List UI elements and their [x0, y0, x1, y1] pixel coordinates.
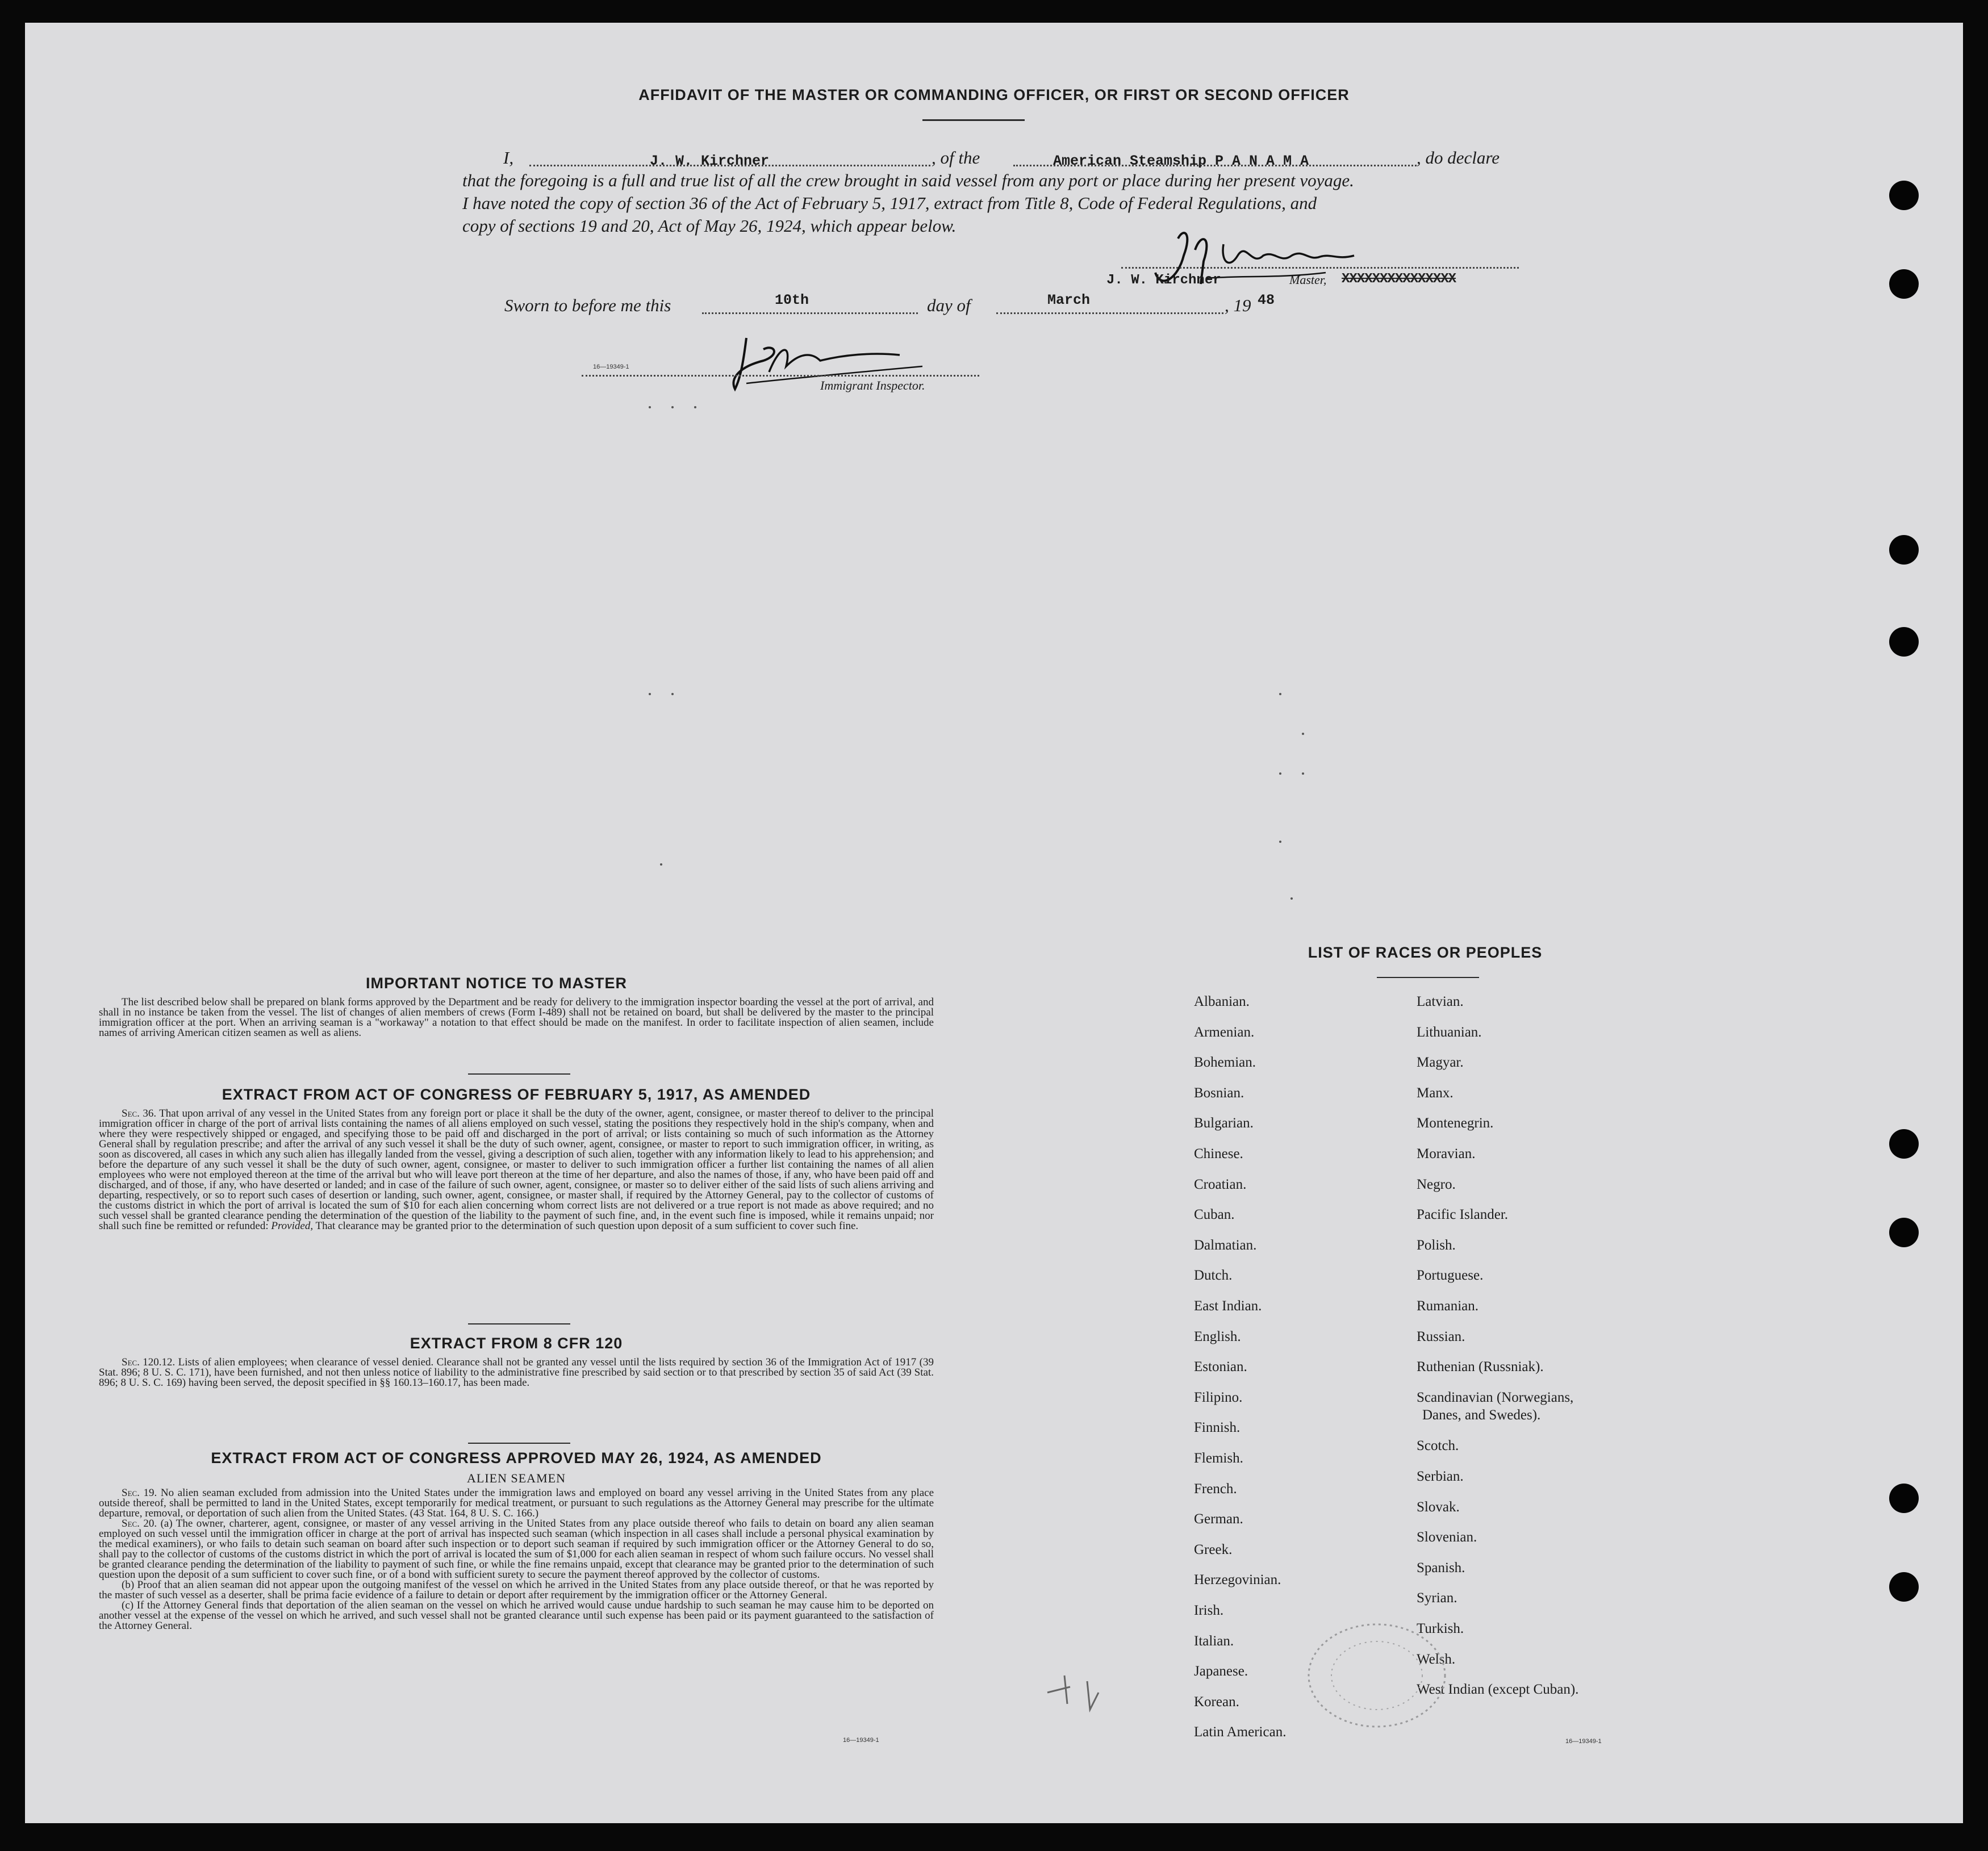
- affidavit-title: AFFIDAVIT OF THE MASTER OR COMMANDING OFFICER, OR FIRST OR SECOND OFFICER: [638, 86, 1350, 103]
- day-of-label: day of: [927, 295, 971, 315]
- race-item: Chinese.: [1194, 1146, 1243, 1161]
- race-item: Negro.: [1417, 1176, 1456, 1192]
- race-item: Korean.: [1194, 1694, 1239, 1710]
- notice-text: [99, 997, 934, 1038]
- race-item: West Indian (except Cuban).: [1417, 1682, 1579, 1698]
- race-item: Lithuanian.: [1417, 1024, 1482, 1040]
- race-item: Bulgarian.: [1194, 1115, 1254, 1131]
- race-item: East Indian.: [1194, 1298, 1262, 1314]
- race-item: French.: [1194, 1481, 1237, 1497]
- binder-hole: [1889, 1484, 1919, 1513]
- sec-120-12-body: Lists of alien employees; when clearance of vessel denied. Clearance shall not be granted any vessel until the lists required by section 36 of the Immigration Act of 1917 (39 Stat. 896; 8 U. S. C. 171), have been furnished, and not then unless notice of liability to the administrative fine prescribed by said section or to that prescribed by section 35 of said Act (39 Stat. 896; 8 U. S. C. 169) having been served, the deposit specified in §§ 160.13–160.17, has been made.: [99, 1356, 934, 1389]
- scan-dot: [671, 406, 674, 408]
- month-value: March: [1047, 292, 1091, 308]
- signer-typed-name: J. W. Kirchner: [1106, 273, 1221, 288]
- extract-1924-title: EXTRACT FROM ACT OF CONGRESS APPROVED MAY 26, 1924, AS AMENDED: [211, 1449, 822, 1466]
- race-item: Manx.: [1417, 1085, 1454, 1101]
- sec-120-12-label: Sec. 120.12.: [122, 1356, 176, 1368]
- scan-dot: [1279, 693, 1281, 695]
- binder-hole: [1889, 181, 1919, 210]
- struck-through-title: XXXXXXXXXXXXXXX: [1342, 271, 1456, 287]
- sec-20a-body: (a) The owner, charterer, agent, consignee, or master of any vessel arriving in the United States from any place outside thereof who fails to detain on board any alien seaman employed on such vessel until the immigration officer in charge at the port of arrival has inspected such seaman (which inspection in all cases shall include a personal physical examination by the medical examiners), or who fails to detain such seaman on board after such inspection or to deport such seaman if required by such immigration officer or the Attorney General to do so, shall pay to the collector of customs of the customs district in which the port of arrival is located the sum of $1,000 for each alien seaman in respect of whom such failure occurs. No vessel shall be granted clearance pending the determination of the liability to payment of such fine, or while the fine remains unpaid, except that clearance may be granted prior to the determination of such question upon the deposit of a sum sufficient to cover such fine, or of a bond with sufficient surety to secure the payment thereof approved by the collector of customs.: [99, 1518, 934, 1581]
- race-item: Finnish.: [1194, 1420, 1241, 1436]
- extract-form-number: 16—19349-1: [843, 1737, 879, 1744]
- notice-title: IMPORTANT NOTICE TO MASTER: [366, 975, 627, 992]
- master-name-value: J. W. Kirchner: [650, 153, 770, 169]
- race-item: Latin American.: [1194, 1724, 1287, 1740]
- race-item: Slovak.: [1417, 1499, 1460, 1515]
- race-item: Japanese.: [1194, 1664, 1248, 1679]
- race-item: Dalmatian.: [1194, 1237, 1257, 1253]
- race-item: Russian.: [1417, 1328, 1465, 1344]
- race-item: Moravian.: [1417, 1146, 1476, 1161]
- race-item: Spanish.: [1417, 1560, 1465, 1576]
- race-item: Flemish.: [1194, 1451, 1243, 1466]
- race-item: Turkish.: [1417, 1621, 1464, 1636]
- master-label: Master,: [1289, 273, 1327, 287]
- race-item: Welsh.: [1417, 1651, 1456, 1667]
- pencil-mark: [1036, 1664, 1116, 1721]
- race-item: Polish.: [1417, 1237, 1456, 1253]
- notice-rule: [468, 1073, 570, 1075]
- scan-dot: [694, 406, 696, 408]
- affidavit-line-2: that the foregoing is a full and true list of all the crew brought in said vessel from any port or place during her present voyage.: [462, 170, 1354, 190]
- races-title: LIST OF RACES OR PEOPLES: [1308, 944, 1543, 961]
- extract-1917-rule: [468, 1323, 570, 1324]
- faint-stamp: [1297, 1613, 1456, 1738]
- sec-19-label: Sec. 19.: [122, 1487, 157, 1499]
- sec-19-body: No alien seaman excluded from admission into the United States under the immigration laws and employed on board any vessel arriving in the United States from any place outside thereof, shall be permitted to land in the United States, except temporarily for medical treatment, or pursuant to such regulations as the Attorney General may prescribe for the ultimate departure, removal, or deportation of such alien from the United States. (43 Stat. 164, 8 U. S. C. 166.): [99, 1487, 934, 1519]
- sec-36-end: That clearance may be granted prior to the determination of such question upon deposit of a sum sufficient to cover such fine.: [315, 1220, 859, 1232]
- race-item: Filipino.: [1194, 1389, 1243, 1405]
- extract-cfr-text: [99, 1357, 934, 1388]
- i-label: I,: [503, 148, 514, 168]
- race-item: Herzegovinian.: [1194, 1572, 1281, 1588]
- race-item: Irish.: [1194, 1603, 1224, 1618]
- sec-20b-paragraph: (b) Proof that an alien seaman did not appear upon the outgoing manifest of the vessel on which he arrived in the United States from any place outside thereof, or that he was reported by the master of such vessel as a deserter, shall be prima facie evidence of a failure to detain or deport after requirement by the immigration officer or the Attorney General.: [99, 1579, 934, 1601]
- race-item: Latvian.: [1417, 994, 1464, 1009]
- affidavit-form-number: 16—19349-1: [593, 363, 629, 370]
- extract-1917-title: EXTRACT FROM ACT OF CONGRESS OF FEBRUARY 5, 1917, AS AMENDED: [222, 1086, 811, 1103]
- race-item: Dutch.: [1194, 1268, 1233, 1284]
- scan-dot: [1279, 772, 1281, 775]
- document-page: [25, 23, 1963, 1823]
- day-value: 10th: [775, 292, 809, 308]
- notice-text-body: The list described below shall be prepared on blank forms approved by the Department and be ready for delivery to the immigration inspector boarding the vessel at the port of arrival, and shall in no instance be taken from the vessel. The list of changes of alien members of crews (Form I-489) shall not be retained on board, but shall be delivered by the master to the principal immigration officer at the port. When an arriving seaman is a "workaway" a notation to that effect should be made on the manifest. In order to facilitate inspection of alien seamen, include names of arriving American citizen seamen as well as aliens.: [99, 996, 934, 1039]
- race-item: German.: [1194, 1511, 1243, 1527]
- binder-hole: [1889, 1129, 1919, 1159]
- affidavit-line-3: I have noted the copy of section 36 of the Act of February 5, 1917, extract from Title 8, Code of Federal Regulations, and: [462, 193, 1317, 213]
- extract-1917-text: [99, 1109, 934, 1231]
- sec-20a-paragraph: [99, 1519, 934, 1580]
- races-rule: [1377, 977, 1479, 978]
- inspector-label: Immigrant Inspector.: [820, 378, 925, 392]
- race-item: Scotch.: [1417, 1438, 1459, 1454]
- race-item: Magyar.: [1417, 1055, 1464, 1071]
- day-line: [702, 312, 918, 314]
- sec-20c-paragraph: (c) If the Attorney General finds that deportation of the alien seaman on the vessel on which he arrived would cause undue hardship to such seaman he may cause him to be deported on another vessel at the expense of the vessel on which he arrived, and such vessel shall not be granted clearance until such expense has been paid or its payment guaranteed to the satisfaction of the Attorney General.: [99, 1599, 934, 1632]
- race-item: Armenian.: [1194, 1024, 1255, 1040]
- sworn-label: Sworn to before me this: [504, 295, 671, 315]
- extract-cfr-title: EXTRACT FROM 8 CFR 120: [410, 1335, 623, 1352]
- alien-seamen-subtitle: ALIEN SEAMEN: [467, 1471, 566, 1485]
- race-item: Slovenian.: [1417, 1530, 1477, 1545]
- sec-19-paragraph: [99, 1488, 934, 1519]
- race-item: Rumanian.: [1417, 1298, 1479, 1314]
- scan-dot: [649, 406, 651, 408]
- month-line: [996, 312, 1223, 314]
- do-declare-label: , do declare: [1417, 148, 1500, 168]
- binder-hole: [1889, 627, 1919, 657]
- race-item: Ruthenian (Russniak).: [1417, 1359, 1544, 1375]
- binder-hole: [1889, 1218, 1919, 1247]
- year-value: 48: [1258, 292, 1275, 308]
- race-item: Albanian.: [1194, 994, 1250, 1009]
- race-item: Pacific Islander.: [1417, 1207, 1509, 1223]
- scan-dot: [1290, 897, 1293, 900]
- binder-hole: [1889, 535, 1919, 565]
- race-item: Serbian.: [1417, 1469, 1464, 1484]
- scan-dot: [1279, 841, 1281, 843]
- inspector-signature-line: [582, 375, 979, 377]
- binder-hole: [1889, 269, 1919, 299]
- race-item: Italian.: [1194, 1633, 1234, 1649]
- affidavit-line-4: copy of sections 19 and 20, Act of May 26, 1924, which appear below.: [462, 216, 957, 236]
- scan-dot: [1302, 772, 1304, 775]
- extract-cfr-rule: [468, 1443, 570, 1444]
- race-item: Montenegrin.: [1417, 1115, 1494, 1131]
- race-item: Croatian.: [1194, 1176, 1247, 1192]
- of-the-label: , of the: [932, 148, 980, 168]
- provided-label: Provided,: [271, 1220, 314, 1232]
- race-item: Danes, and Swedes).: [1422, 1407, 1541, 1423]
- race-item: Cuban.: [1194, 1207, 1235, 1223]
- master-signature-line: [1121, 267, 1519, 269]
- race-item: Greek.: [1194, 1541, 1233, 1557]
- extract-1924-text: [99, 1488, 934, 1631]
- scan-dot: [671, 693, 674, 695]
- race-item: English.: [1194, 1328, 1241, 1344]
- sec-20-label: Sec. 20.: [122, 1518, 157, 1530]
- race-item: Syrian.: [1417, 1590, 1457, 1606]
- race-item: Bohemian.: [1194, 1055, 1256, 1071]
- year-prefix: , 19: [1225, 295, 1251, 315]
- scan-dot: [1302, 733, 1304, 735]
- affidavit-line-1: [462, 147, 1542, 169]
- scan-dot: [649, 693, 651, 695]
- title-rule: [922, 119, 1025, 121]
- binder-hole: [1889, 1572, 1919, 1602]
- race-item: Scandinavian (Norwegians,: [1417, 1389, 1574, 1405]
- sec-36-body: That upon arrival of any vessel in the United States from any foreign port or place it shall be the duty of the owner, agent, consignee, or master thereof to deliver to the principal immigration officer in charge of the port of arrival lists containing the names of all aliens employed on such vessel, stating the positions they respectively hold in the ship's company, when and where they were respectively shipped or engaged, and specifying those to be paid off and discharged in the port of arrival; or lists containing so much of such information as the Attorney General shall by regulation prescribe; and after the arrival of any such vessel it shall be the duty of such owner, agent, consignee, or master to report to such immigration officer, in writing, as soon as discovered, all cases in which any such alien has illegally landed from the vessel, giving a description of such alien, together with any information likely to lead to his apprehension; and before the departure of any such vessel it shall be the duty of such owner, agent, consignee, or master to deliver to such immigration officer a further list containing the names of all alien employees who were not employed thereon at the time of the arrival but who will leave port thereon at the time of her departure, and also the names of those, if any, who have been paid off and discharged, and of those, if any, who have deserted or landed; and in case of the failure of such owner, agent, consignee, or master so to deliver either of the said lists of such aliens arriving and departing, respectively, or so to report such cases of desertion or landing, such owner, agent, consignee, or master shall, if required by the Attorney General, pay to the collector of customs of the customs district in which the port of arrival is located the sum of $10 for each alien concerning whom correct lists are not delivered or a true report is not made as above required; and no such vessel shall be granted clearance pending the determination of the question of the liability to the payment of such fine, and, in the event such fine is imposed, while it remains unpaid; nor shall such fine be remitted or refunded:: [99, 1108, 934, 1232]
- race-item: Estonian.: [1194, 1359, 1247, 1375]
- scan-dot: [660, 863, 662, 866]
- sec-36-label: Sec. 36.: [122, 1108, 157, 1119]
- race-item: Portuguese.: [1417, 1268, 1484, 1284]
- vessel-value: American Steamship P A N A M A: [1053, 153, 1309, 169]
- race-item: Bosnian.: [1194, 1085, 1244, 1101]
- races-form-number: 16—19349-1: [1565, 1738, 1602, 1745]
- sworn-line: [479, 292, 1275, 324]
